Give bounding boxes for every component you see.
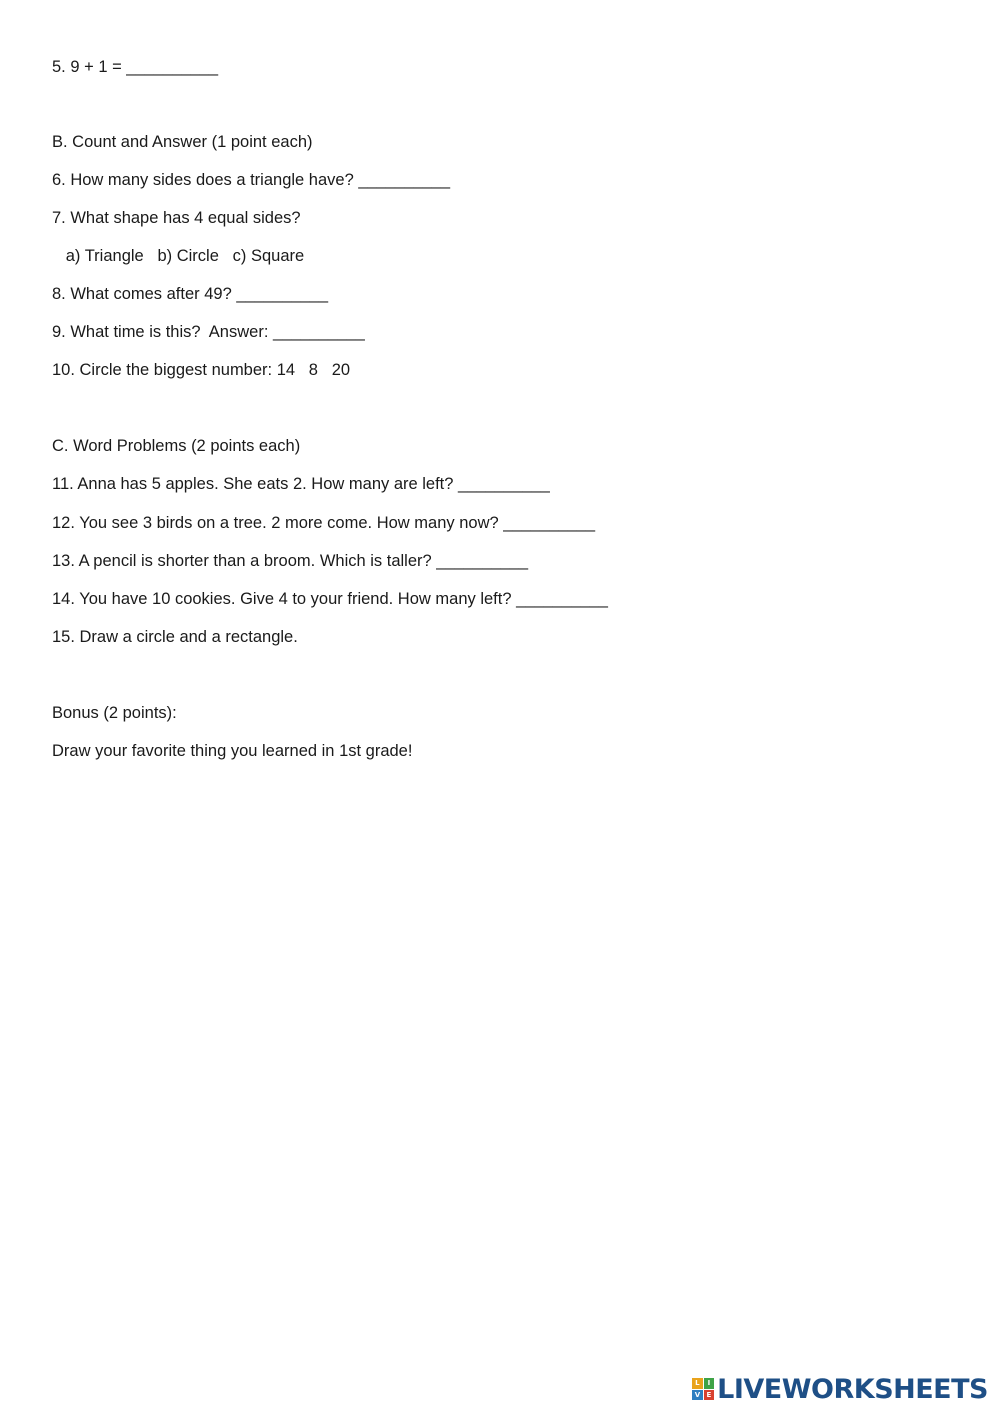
- question-8: 8. What comes after 49? __________: [52, 285, 329, 303]
- question-11: 11. Anna has 5 apples. She eats 2. How many are left? __________: [52, 475, 550, 493]
- logo-mark-l: L: [692, 1378, 703, 1389]
- question-6: 6. How many sides does a triangle have? __________: [52, 171, 451, 189]
- liveworksheets-logo: [692, 1374, 988, 1404]
- question-14: 14. You have 10 cookies. Give 4 to your friend. How many left? __________: [52, 590, 608, 608]
- question-9: 9. What time is this? Answer: __________: [52, 323, 365, 341]
- question-5: 5. 9 + 1 = __________: [52, 58, 219, 76]
- section-c-heading: C. Word Problems (2 points each): [52, 437, 301, 455]
- question-7-options: a) Triangle b) Circle c) Square: [52, 247, 305, 265]
- section-b-heading: B. Count and Answer (1 point each): [52, 133, 313, 151]
- logo-mark-v: V: [692, 1390, 703, 1401]
- logo-mark-i: I: [704, 1378, 715, 1389]
- question-7: 7. What shape has 4 equal sides?: [52, 209, 301, 227]
- question-12: 12. You see 3 birds on a tree. 2 more come. How many now? __________: [52, 514, 596, 532]
- question-15: 15. Draw a circle and a rectangle.: [52, 628, 298, 646]
- logo-mark-e: E: [704, 1390, 715, 1401]
- bonus-heading: Bonus (2 points):: [52, 704, 177, 722]
- logo-mark-icon: [692, 1378, 714, 1400]
- logo-text: LIVEWORKSHEETS: [717, 1373, 988, 1405]
- question-10: 10. Circle the biggest number: 14 8 20: [52, 361, 351, 379]
- question-13: 13. A pencil is shorter than a broom. Which is taller? __________: [52, 552, 529, 570]
- bonus-task: Draw your favorite thing you learned in 1st grade!: [52, 742, 413, 760]
